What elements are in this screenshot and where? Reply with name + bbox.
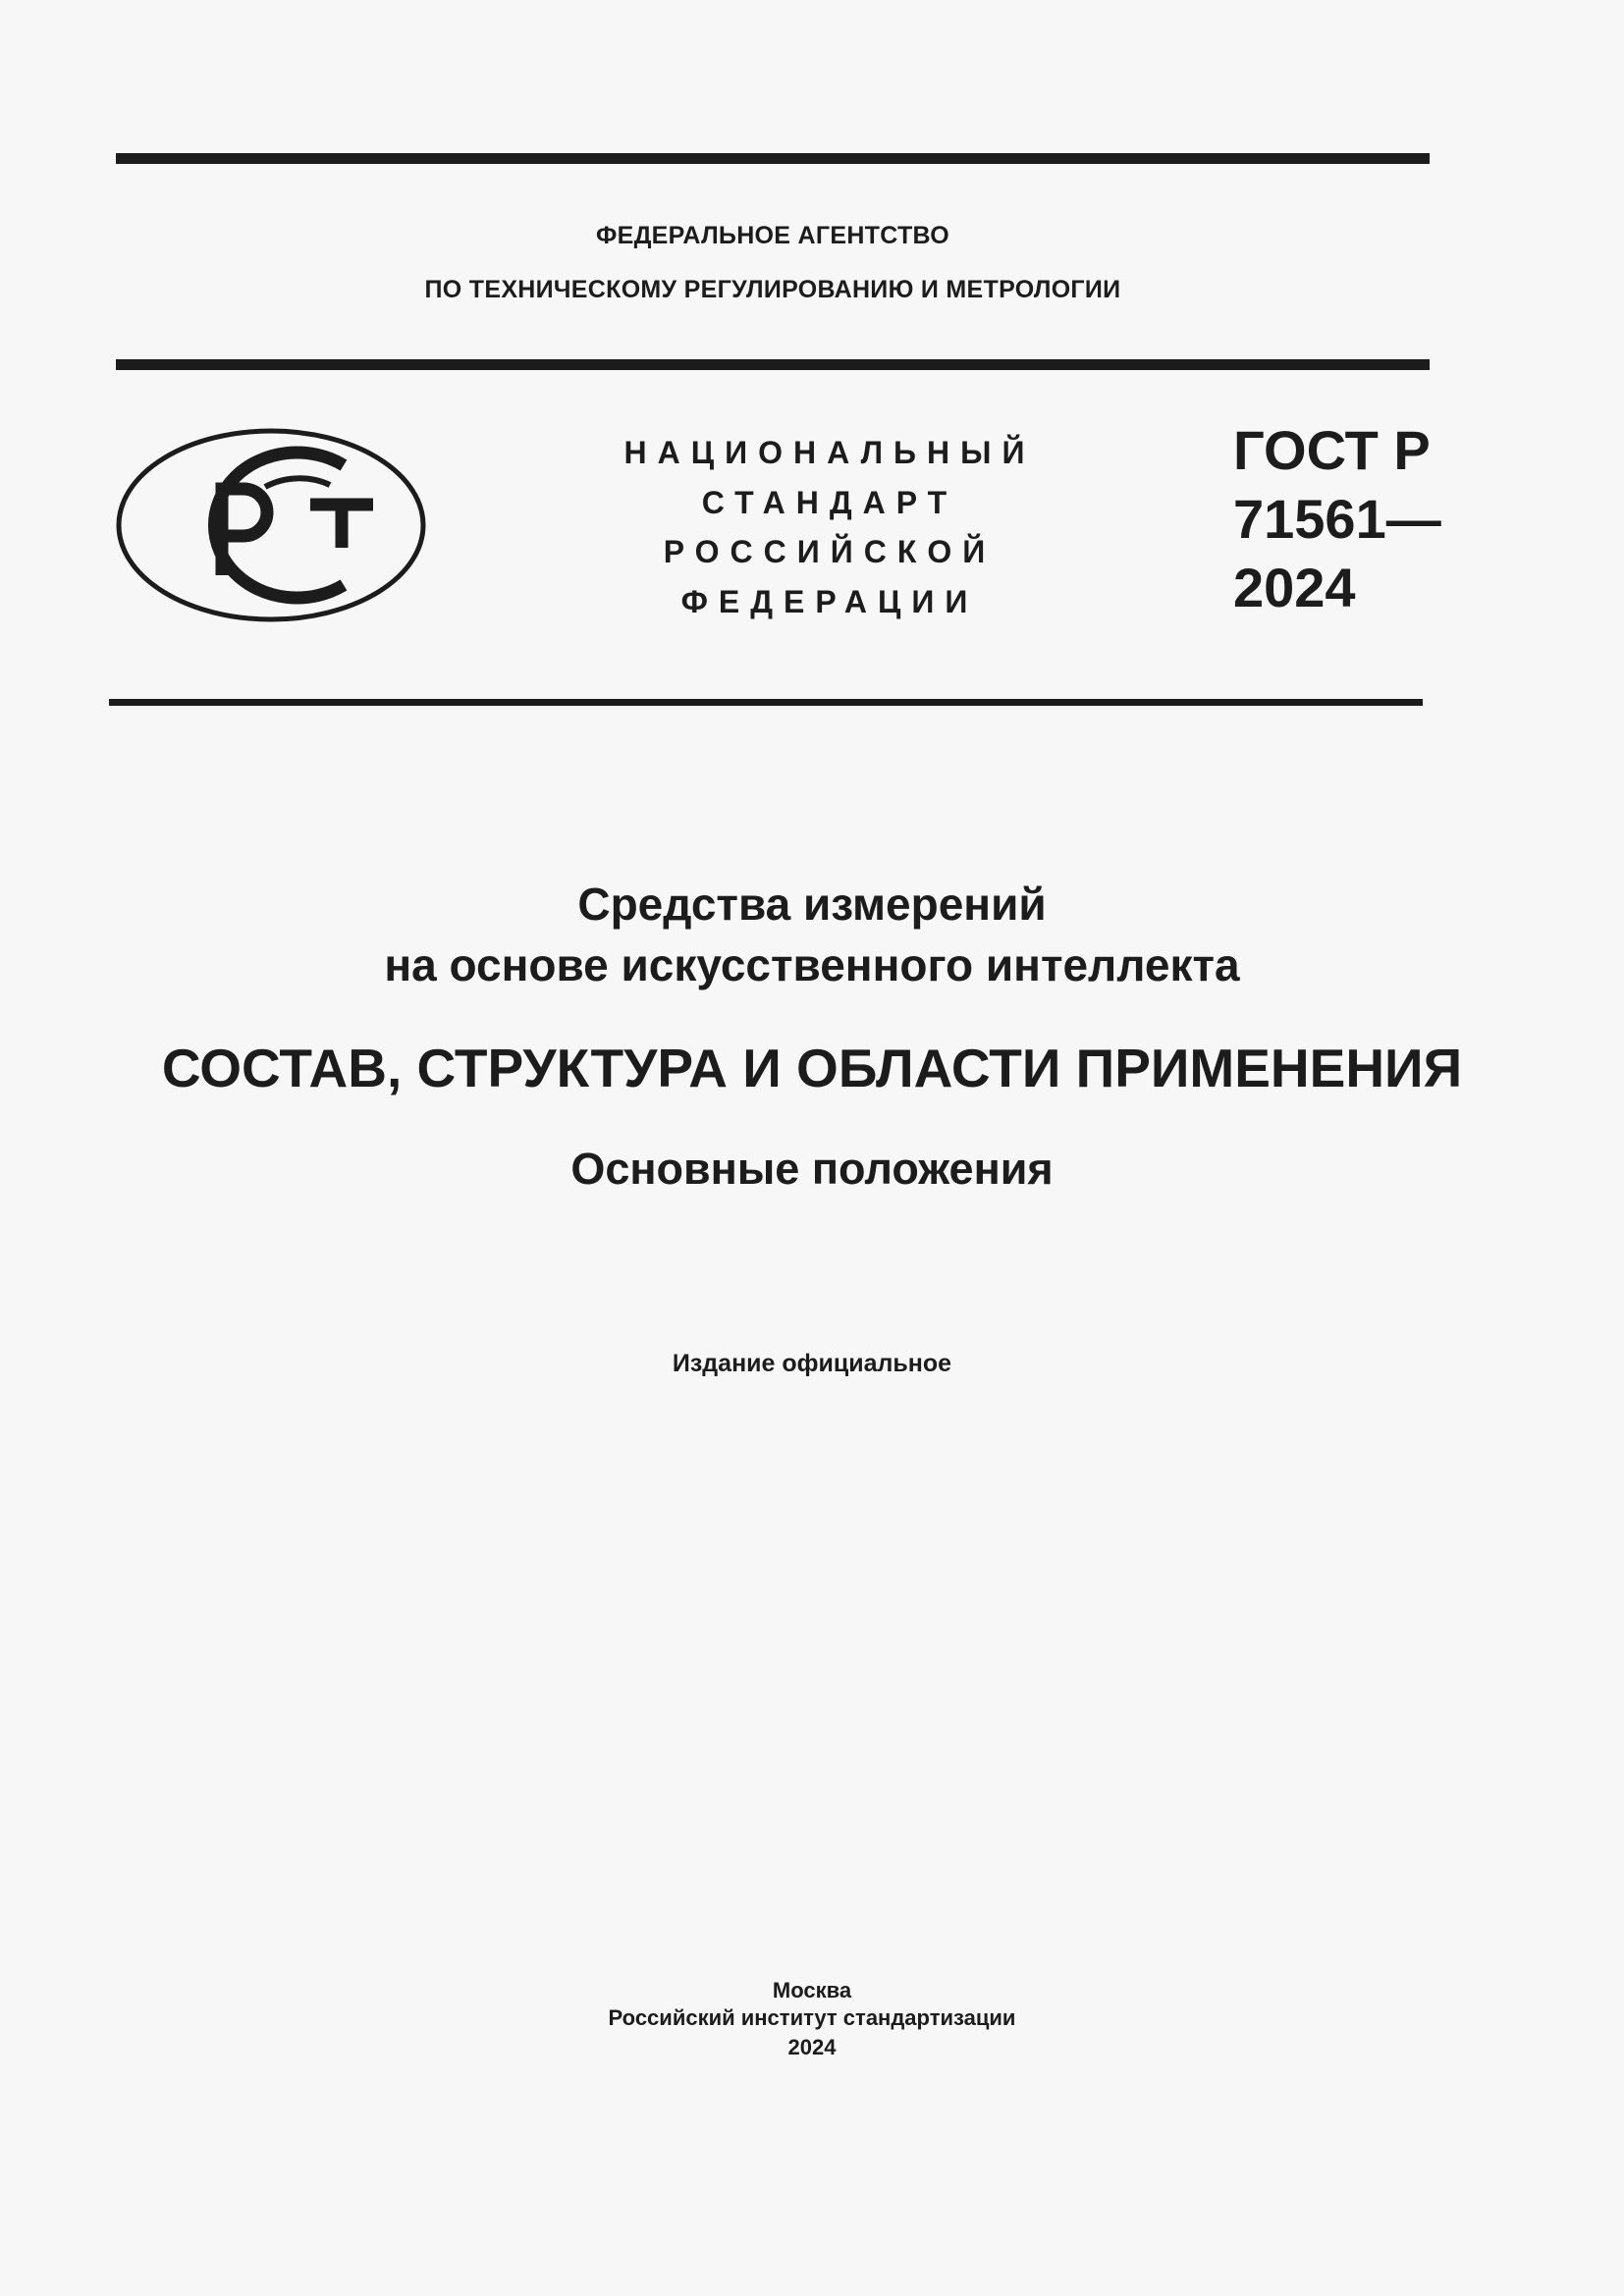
standard-type-line-3: РОССИЙСКОЙ bbox=[663, 534, 997, 569]
footer-city: Москва bbox=[772, 1978, 852, 2002]
standard-type-line-4: ФЕДЕРАЦИИ bbox=[680, 584, 979, 619]
standard-type-line-1: НАЦИОНАЛЬНЫЙ bbox=[623, 435, 1036, 470]
top-rule bbox=[116, 153, 1430, 164]
footer-year: 2024 bbox=[787, 2035, 837, 2059]
edition-label: Издание официальное bbox=[672, 1350, 952, 1377]
designation-line-3: 2024 bbox=[1233, 557, 1356, 618]
section-rule bbox=[109, 699, 1423, 706]
main-title: СОСТАВ, СТРУКТУРА И ОБЛАСТИ ПРИМЕНЕНИЯ bbox=[161, 1038, 1463, 1098]
rst-logo-icon bbox=[116, 428, 426, 622]
header-rule bbox=[116, 359, 1430, 370]
standard-type-line-2: СТАНДАРТ bbox=[701, 485, 958, 520]
standard-designation bbox=[1233, 416, 1441, 622]
title-line-1: Средства измерений bbox=[577, 879, 1047, 930]
agency-name-line-2: ПО ТЕХНИЧЕСКОМУ РЕГУЛИРОВАНИЮ И МЕТРОЛОГИИ bbox=[424, 276, 1121, 303]
subtitle: Основные положения bbox=[570, 1144, 1054, 1194]
footer-publisher: Российский институт стандартизации bbox=[608, 2005, 1016, 2030]
designation-line-1: ГОСТ Р bbox=[1233, 419, 1431, 481]
title-line-2: на основе искусственного интеллекта bbox=[384, 939, 1240, 990]
designation-line-2: 71561— bbox=[1233, 488, 1441, 550]
agency-name-line-1: ФЕДЕРАЛЬНОЕ АГЕНТСТВО bbox=[595, 222, 950, 249]
